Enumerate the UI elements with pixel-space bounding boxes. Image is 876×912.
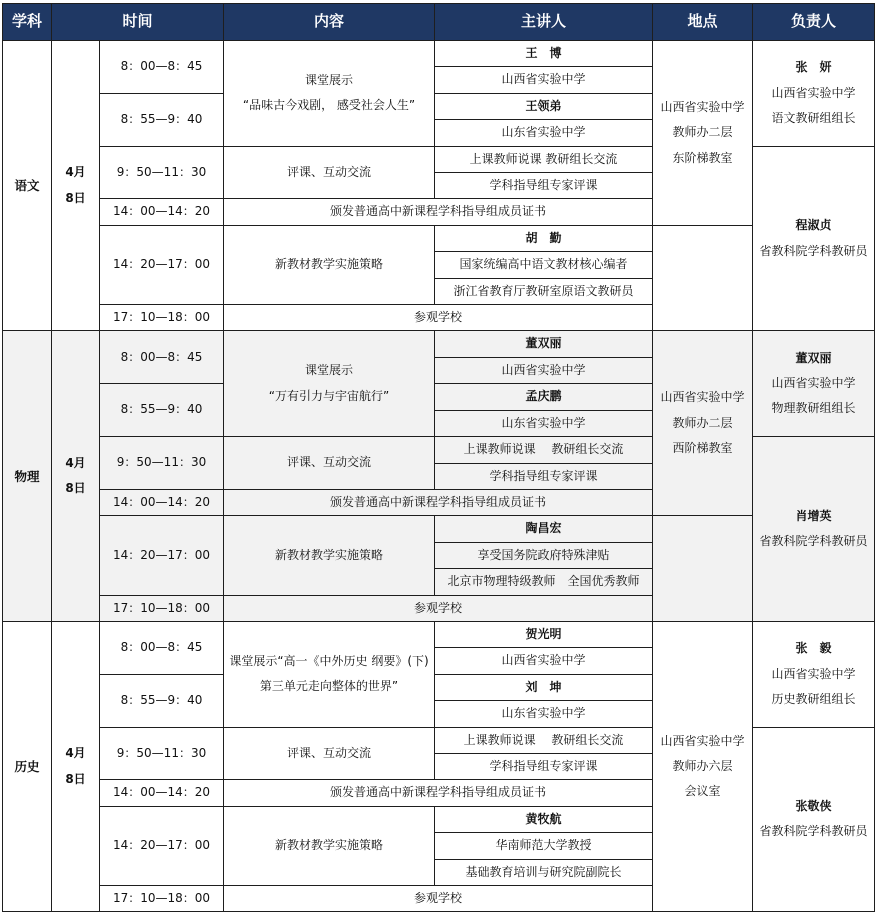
organizer-line: 山西省实验中学 bbox=[771, 85, 856, 100]
organizer-line: 历史教研组组长 bbox=[771, 691, 856, 706]
demo-topic: “品味古今戏剧， 感受社会人生” bbox=[242, 98, 416, 113]
organizer-name: 程淑贞 bbox=[795, 218, 832, 233]
speaker-name: 王 博 bbox=[435, 41, 653, 67]
location-line: 东阶梯教室 bbox=[672, 150, 733, 165]
demo-content bbox=[224, 331, 435, 437]
date-month: 4月 bbox=[65, 746, 86, 761]
review-speaker: 上课教师说课 教研组长交流 bbox=[435, 727, 653, 753]
time-slot: 14：00—14：20 bbox=[100, 780, 224, 806]
organizer-line: 省教科院学科教研员 bbox=[759, 243, 868, 258]
organizer-line: 省教科院学科教研员 bbox=[759, 534, 868, 549]
date-cell bbox=[52, 621, 100, 911]
organizer-line: 山西省实验中学 bbox=[771, 376, 856, 391]
location-empty bbox=[653, 516, 753, 622]
review-speaker: 上课教师说课 教研组长交流 bbox=[435, 437, 653, 463]
certificate-content: 颁发普通高中新课程学科指导组成员证书 bbox=[224, 780, 653, 806]
review-content: 评课、互动交流 bbox=[224, 146, 435, 199]
time-slot: 14：00—14：20 bbox=[100, 489, 224, 515]
time-slot: 8：55—9：40 bbox=[100, 93, 224, 146]
time-slot: 14：20—17：00 bbox=[100, 806, 224, 885]
location-line: 山西省实验中学 bbox=[660, 390, 745, 405]
speaker-school: 山西省实验中学 bbox=[435, 67, 653, 93]
subject-cell: 语文 bbox=[3, 41, 52, 331]
time-slot: 8：00—8：45 bbox=[100, 41, 224, 94]
speaker-title: 基础教育培训与研究院副院长 bbox=[435, 859, 653, 885]
location-line: 西阶梯教室 bbox=[672, 441, 733, 456]
section-physics bbox=[3, 331, 875, 621]
time-slot: 17：10—18：00 bbox=[100, 305, 224, 331]
speaker-name: 陶昌宏 bbox=[435, 516, 653, 542]
strategy-content: 新教材教学实施策略 bbox=[224, 806, 435, 885]
time-slot: 14：20—17：00 bbox=[100, 516, 224, 595]
table-row bbox=[3, 41, 875, 67]
speaker-school: 山西省实验中学 bbox=[435, 648, 653, 674]
time-slot: 17：10—18：00 bbox=[100, 595, 224, 621]
time-slot: 9：50—11：30 bbox=[100, 437, 224, 490]
review-speaker: 上课教师说课 教研组长交流 bbox=[435, 146, 653, 172]
demo-title: 课堂展示“高一《中外历史 纲要》(下) bbox=[229, 653, 429, 668]
organizer-line: 省教科院学科教研员 bbox=[759, 824, 868, 839]
speaker-name: 王领弟 bbox=[435, 93, 653, 119]
demo-topic: 第三单元走向整体的世界” bbox=[259, 679, 399, 694]
date-month: 4月 bbox=[65, 455, 86, 470]
subject-cell: 历史 bbox=[3, 621, 52, 911]
time-slot: 8：55—9：40 bbox=[100, 384, 224, 437]
demo-topic: “万有引力与宇宙航行” bbox=[268, 388, 390, 403]
location-empty bbox=[653, 225, 753, 331]
speaker-name: 胡 勤 bbox=[435, 225, 653, 251]
review-content: 评课、互动交流 bbox=[224, 727, 435, 780]
section-history bbox=[3, 621, 875, 911]
organizer-cell bbox=[753, 727, 875, 912]
location-line: 山西省实验中学 bbox=[660, 99, 745, 114]
subject-cell: 物理 bbox=[3, 331, 52, 621]
speaker-name: 刘 坤 bbox=[435, 674, 653, 700]
review-speaker: 学科指导组专家评课 bbox=[435, 463, 653, 489]
location-line: 教师办六层 bbox=[672, 758, 733, 773]
header-time: 时间 bbox=[52, 4, 224, 41]
demo-title: 课堂展示 bbox=[305, 72, 354, 87]
location-cell bbox=[653, 331, 753, 516]
table-row bbox=[3, 331, 875, 357]
organizer-cell bbox=[753, 621, 875, 727]
organizer-name: 董双丽 bbox=[795, 350, 832, 365]
location-cell bbox=[653, 621, 753, 911]
review-speaker: 学科指导组专家评课 bbox=[435, 173, 653, 199]
speaker-title: 北京市物理特级教师 全国优秀教师 bbox=[435, 569, 653, 595]
date-month: 4月 bbox=[65, 165, 86, 180]
time-slot: 14：20—17：00 bbox=[100, 225, 224, 304]
strategy-content: 新教材教学实施策略 bbox=[224, 516, 435, 595]
header-location: 地点 bbox=[653, 4, 753, 41]
time-slot: 14：00—14：20 bbox=[100, 199, 224, 225]
demo-content bbox=[224, 41, 435, 147]
certificate-content: 颁发普通高中新课程学科指导组成员证书 bbox=[224, 489, 653, 515]
table-row bbox=[3, 516, 875, 542]
organizer-cell bbox=[753, 331, 875, 437]
location-line: 会议室 bbox=[684, 784, 721, 799]
review-content: 评课、互动交流 bbox=[224, 437, 435, 490]
visit-content: 参观学校 bbox=[224, 595, 653, 621]
location-line: 教师办二层 bbox=[672, 125, 733, 140]
organizer-name: 肖增英 bbox=[795, 508, 832, 523]
header-speaker: 主讲人 bbox=[435, 4, 653, 41]
demo-title: 课堂展示 bbox=[305, 363, 354, 378]
visit-content: 参观学校 bbox=[224, 305, 653, 331]
speaker-title: 华南师范大学教授 bbox=[435, 833, 653, 859]
location-line: 教师办二层 bbox=[672, 415, 733, 430]
speaker-title: 浙江省教育厅教研室原语文教研员 bbox=[435, 278, 653, 304]
header-organizer: 负责人 bbox=[753, 4, 875, 41]
time-slot: 9：50—11：30 bbox=[100, 727, 224, 780]
demo-content bbox=[224, 621, 435, 727]
location-cell bbox=[653, 41, 753, 226]
time-slot: 8：00—8：45 bbox=[100, 621, 224, 674]
organizer-name: 张 毅 bbox=[795, 641, 832, 656]
visit-content: 参观学校 bbox=[224, 886, 653, 912]
speaker-name: 贺光明 bbox=[435, 621, 653, 647]
organizer-name: 张 妍 bbox=[795, 60, 832, 75]
speaker-title: 享受国务院政府特殊津贴 bbox=[435, 542, 653, 568]
speaker-school: 山西省实验中学 bbox=[435, 357, 653, 383]
speaker-name: 董双丽 bbox=[435, 331, 653, 357]
organizer-name: 张敬侠 bbox=[795, 799, 832, 814]
certificate-content: 颁发普通高中新课程学科指导组成员证书 bbox=[224, 199, 653, 225]
speaker-school: 山东省实验中学 bbox=[435, 410, 653, 436]
organizer-cell bbox=[753, 437, 875, 622]
date-day: 8日 bbox=[65, 481, 86, 496]
speaker-school: 山东省实验中学 bbox=[435, 120, 653, 146]
speaker-title: 国家统编高中语文教材核心编者 bbox=[435, 252, 653, 278]
table-row bbox=[3, 621, 875, 647]
review-speaker: 学科指导组专家评课 bbox=[435, 753, 653, 779]
time-slot: 17：10—18：00 bbox=[100, 886, 224, 912]
organizer-line: 物理教研组组长 bbox=[771, 401, 856, 416]
date-day: 8日 bbox=[65, 771, 86, 786]
section-chinese bbox=[3, 41, 875, 331]
speaker-school: 山东省实验中学 bbox=[435, 701, 653, 727]
organizer-cell bbox=[753, 41, 875, 147]
speaker-name: 孟庆鹏 bbox=[435, 384, 653, 410]
header-subject: 学科 bbox=[3, 4, 52, 41]
organizer-cell bbox=[753, 146, 875, 331]
time-slot: 8：55—9：40 bbox=[100, 674, 224, 727]
header-content: 内容 bbox=[224, 4, 435, 41]
strategy-content: 新教材教学实施策略 bbox=[224, 225, 435, 304]
date-cell bbox=[52, 331, 100, 621]
time-slot: 8：00—8：45 bbox=[100, 331, 224, 384]
time-slot: 9：50—11：30 bbox=[100, 146, 224, 199]
location-line: 山西省实验中学 bbox=[660, 733, 745, 748]
date-cell bbox=[52, 41, 100, 331]
schedule-table bbox=[2, 3, 875, 912]
header-row bbox=[3, 4, 875, 41]
organizer-line: 语文教研组组长 bbox=[771, 111, 856, 126]
date-day: 8日 bbox=[65, 190, 86, 205]
speaker-name: 黄牧航 bbox=[435, 806, 653, 832]
table-row bbox=[3, 225, 875, 251]
organizer-line: 山西省实验中学 bbox=[771, 666, 856, 681]
